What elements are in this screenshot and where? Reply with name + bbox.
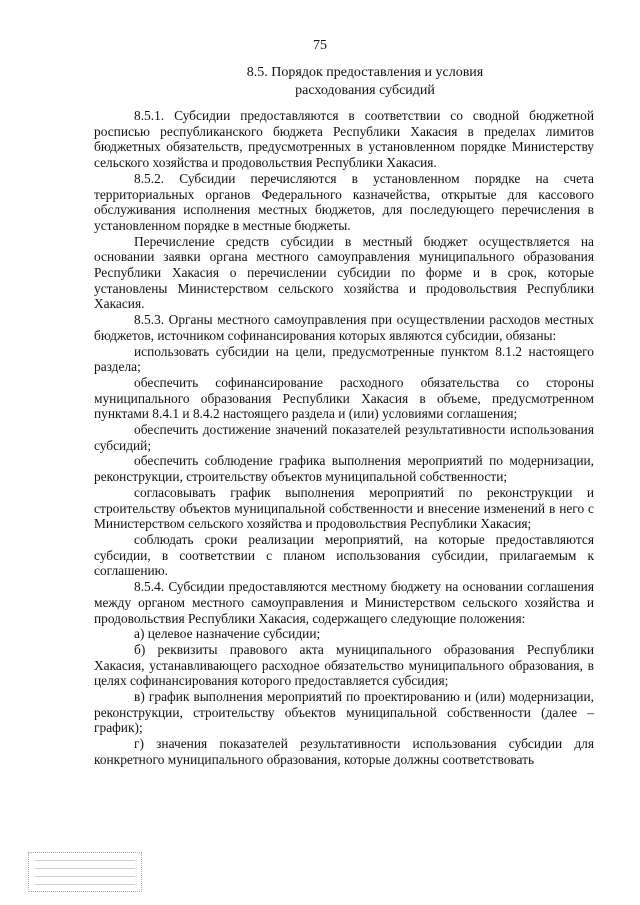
obligation-item: обеспечить соблюдение графика выполнения мероприятий по модернизации, реконструкции, строительству объектов муниципальной собственности; bbox=[94, 453, 594, 485]
section-heading-line-2: расходования субсидий bbox=[295, 83, 435, 98]
paragraph-8-5-1: 8.5.1. Субсидии предоставляются в соответствии со сводной бюджетной росписью республиканского бюджета Республики Хакасия в пределах лимитов бюджетных обязательств, предусмотренных в установленном порядке Министерству сельского хозяйства и продовольствия Республики Хакасия. bbox=[94, 108, 594, 171]
section-heading-line-1: 8.5. Порядок предоставления и условия bbox=[246, 65, 484, 80]
paragraph-8-5-2: 8.5.2. Субсидии перечисляются в установленном порядке на счета территориальных органов Федерального казначейства, открытые для кассового обслуживания исполнения местных бюджетов, для последующего перечисления в установленном порядке в местные бюджеты. bbox=[94, 170, 594, 233]
section-heading bbox=[200, 64, 530, 100]
document-body bbox=[94, 108, 594, 768]
agreement-item: б) реквизиты правового акта муниципального образования Республики Хакасия, устанавливающего расходное обязательство муниципального образования, в целях софинансирования которого предоставляется субсидия; bbox=[94, 641, 594, 689]
paragraph-8-5-3: 8.5.3. Органы местного самоуправления при осуществлении расходов местных бюджетов, источником софинансирования которых являются субсидии, обязаны: bbox=[94, 312, 594, 343]
paragraph-8-5-4: 8.5.4. Субсидии предоставляются местному бюджету на основании соглашения между органом местного самоуправления и Министерством сельского хозяйства и продовольствия Республики Хакасия, содержащего следующие положения: bbox=[94, 579, 594, 626]
page-number: 75 bbox=[313, 38, 327, 53]
paragraph-transfer: Перечисление средств субсидии в местный бюджет осуществляется на основании заявки органа местного самоуправления муниципального образования Республики Хакасия о перечислении субсидии по форме и в срок, которые установлены Министерством сельского хозяйства и продовольствия Республики Хакасия. bbox=[94, 233, 594, 312]
agreement-item: г) значения показателей результативности использования субсидии для конкретного муниципального образования, которые должны соответствовать bbox=[94, 736, 594, 767]
obligation-item: согласовывать график выполнения мероприятий по реконструкции и строительству объектов муниципальной собственности и внесение изменений в него с Министерством сельского хозяйства и продовольствия Республики Хакасия; bbox=[94, 484, 594, 532]
agreement-item: а) целевое назначение субсидии; bbox=[134, 626, 321, 642]
registration-stamp bbox=[28, 852, 142, 892]
agreement-item: в) график выполнения мероприятий по проектированию и (или) модернизации, реконструкции, строительству объектов муниципальной собственности (далее – график); bbox=[94, 689, 594, 736]
obligation-item: использовать субсидии на цели, предусмотренные пунктом 8.1.2 настоящего раздела; bbox=[94, 343, 594, 375]
obligation-item: обеспечить софинансирование расходного обязательства со стороны муниципального образования Республики Хакасия в объеме, предусмотренном пунктами 8.4.1 и 8.4.2 настоящего раздела и (или) условиями соглашения; bbox=[94, 374, 594, 422]
obligation-item: обеспечить достижение значений показателей результативности использования субсидий; bbox=[94, 422, 594, 453]
obligation-item: соблюдать сроки реализации мероприятий, на которые предоставляются субсидии, в соответствии с планом использования субсидии, прилагаемым к соглашению. bbox=[94, 531, 594, 579]
